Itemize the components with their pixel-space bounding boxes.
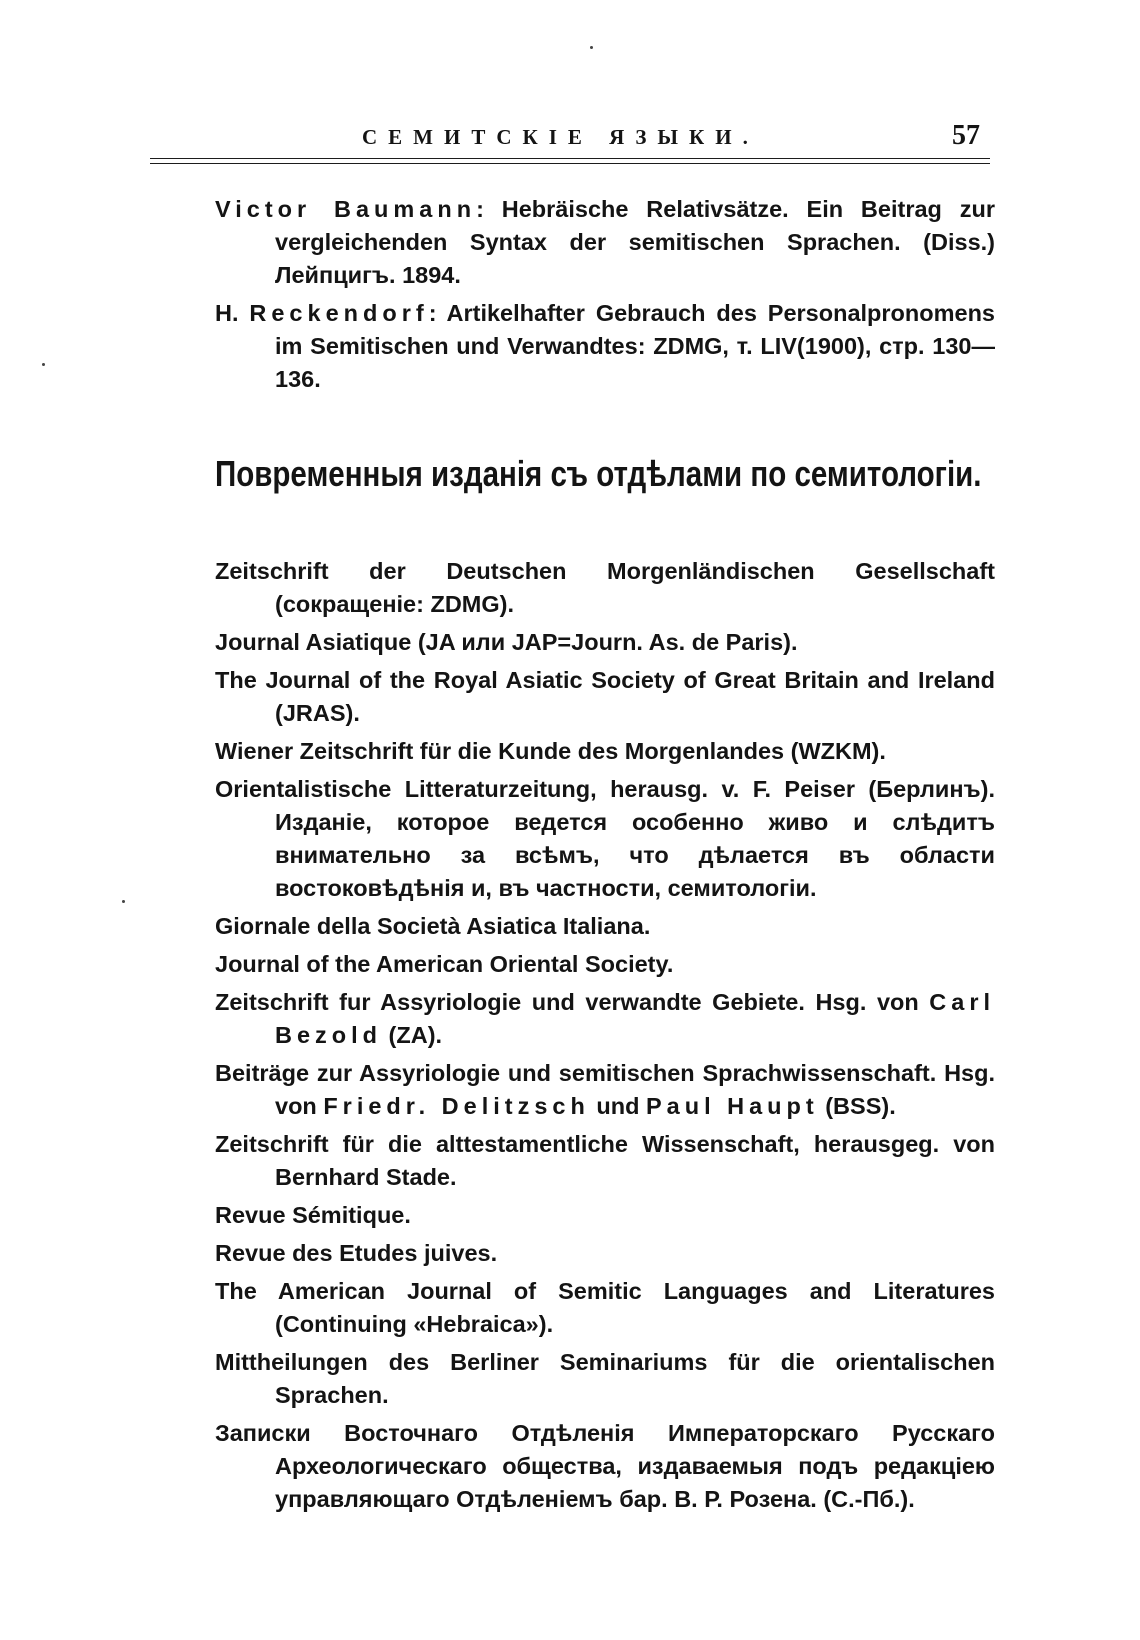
scan-speck <box>122 900 125 903</box>
scan-speck <box>42 363 45 366</box>
periodical-text: Revue des Etudes juives. <box>215 1240 498 1266</box>
editor-name: Paul Haupt <box>645 1093 819 1119</box>
periodical-entry <box>215 1275 995 1341</box>
periodical-entry <box>215 1199 995 1232</box>
periodical-text: Journal of the American Oriental Society. <box>215 951 674 977</box>
periodical-text: Revue Sémitique. <box>215 1202 411 1228</box>
periodical-text: The Journal of the Royal Asiatic Society of Great Britain and Ireland (JRAS). <box>215 667 995 726</box>
periodical-entry <box>215 1057 995 1123</box>
periodical-text: Zeitschrift fur Assyriologie und verwandte Gebiete. Hsg. von <box>215 989 930 1015</box>
section-heading: Повременныя изданія съ отдѣлами по семитологіи. <box>215 453 982 494</box>
entry-author: Victor Baumann <box>215 196 477 222</box>
periodical-entry <box>215 1346 995 1412</box>
editor-name: Carl Bezold <box>275 989 995 1048</box>
periodical-text: Giornale della Società Asiatica Italiana. <box>215 913 651 939</box>
entry-text: : Artikelhafter Gebrauch des Personalpronomens im Semitischen und Verwandtes: ZDMG, т. LIV(1900), стр. 130—136. <box>275 300 995 392</box>
entry-text: : Hebräische Relativsätze. Ein Beitrag zur vergleichenden Syntax der semitischen Sprachen. (Diss.) Лейпцигъ. 1894. <box>275 196 995 288</box>
periodical-text: (ZA). <box>382 1022 443 1048</box>
periodical-entry <box>215 948 995 981</box>
periodical-entry <box>215 735 995 768</box>
header-rule <box>150 158 990 159</box>
periodical-text: Orientalistische Litteraturzeitung, herausg. v. F. Peiser (Берлинъ). Изданіе, которое ведется особенно живо и слѣдитъ внимательно за всѣмъ, что дѣлается въ области востоковѣдѣнія и, въ частности, семитологіи. <box>215 776 995 901</box>
periodical-entry <box>215 555 995 621</box>
running-head <box>150 110 990 160</box>
entry-author-prefix: H. <box>215 300 250 326</box>
periodical-entry <box>215 986 995 1052</box>
periodical-text: Beiträge zur Assyriologie und semitischen Sprachwissenschaft. Hsg. von <box>215 1060 995 1119</box>
periodical-entry <box>215 664 995 730</box>
periodical-entry <box>215 1417 995 1516</box>
bibliography-list <box>215 193 995 401</box>
periodical-entry <box>215 1128 995 1194</box>
header-rule-thin <box>150 163 990 164</box>
page-number: 57 <box>952 120 980 151</box>
periodical-entry <box>215 626 995 659</box>
bibliography-entry <box>215 193 995 292</box>
periodicals-list <box>215 555 995 1521</box>
periodical-text: Zeitschrift für die alttestamentliche Wissenschaft, herausgeg. von Bernhard Stade. <box>215 1131 995 1190</box>
periodical-text: (BSS). <box>818 1093 896 1119</box>
periodical-text: Mittheilungen des Berliner Seminariums für die orientalischen Sprachen. <box>215 1349 995 1408</box>
periodical-entry <box>215 910 995 943</box>
periodical-text: Записки Восточнаго Отдѣленія Императорскаго Русскаго Археологическаго общества, издаваемыя подъ редакціею управляющаго Отдѣленіемъ бар. В. Р. Розена. (С.-Пб.). <box>215 1420 995 1512</box>
editor-name: Friedr. Delitzsch <box>323 1093 590 1119</box>
bibliography-entry <box>215 297 995 396</box>
scan-speck <box>590 46 593 49</box>
periodical-entry <box>215 773 995 905</box>
periodical-entry <box>215 1237 995 1270</box>
periodical-text: und <box>589 1093 646 1119</box>
periodical-text: Wiener Zeitschrift für die Kunde des Morgenlandes (WZKM). <box>215 738 886 764</box>
periodical-text: Zeitschrift der Deutschen Morgenländischen Gesellschaft (сокращеніе: ZDMG). <box>215 558 995 617</box>
periodical-text: Journal Asiatique (JA или JAP=Journ. As. de Paris). <box>215 629 798 655</box>
running-title: СЕМИТСКІЕ ЯЗЫКИ. <box>362 125 759 149</box>
periodical-text: The American Journal of Semitic Languages and Literatures (Continuing «Hebraica»). <box>215 1278 995 1337</box>
entry-author: Reckendorf <box>249 300 429 326</box>
